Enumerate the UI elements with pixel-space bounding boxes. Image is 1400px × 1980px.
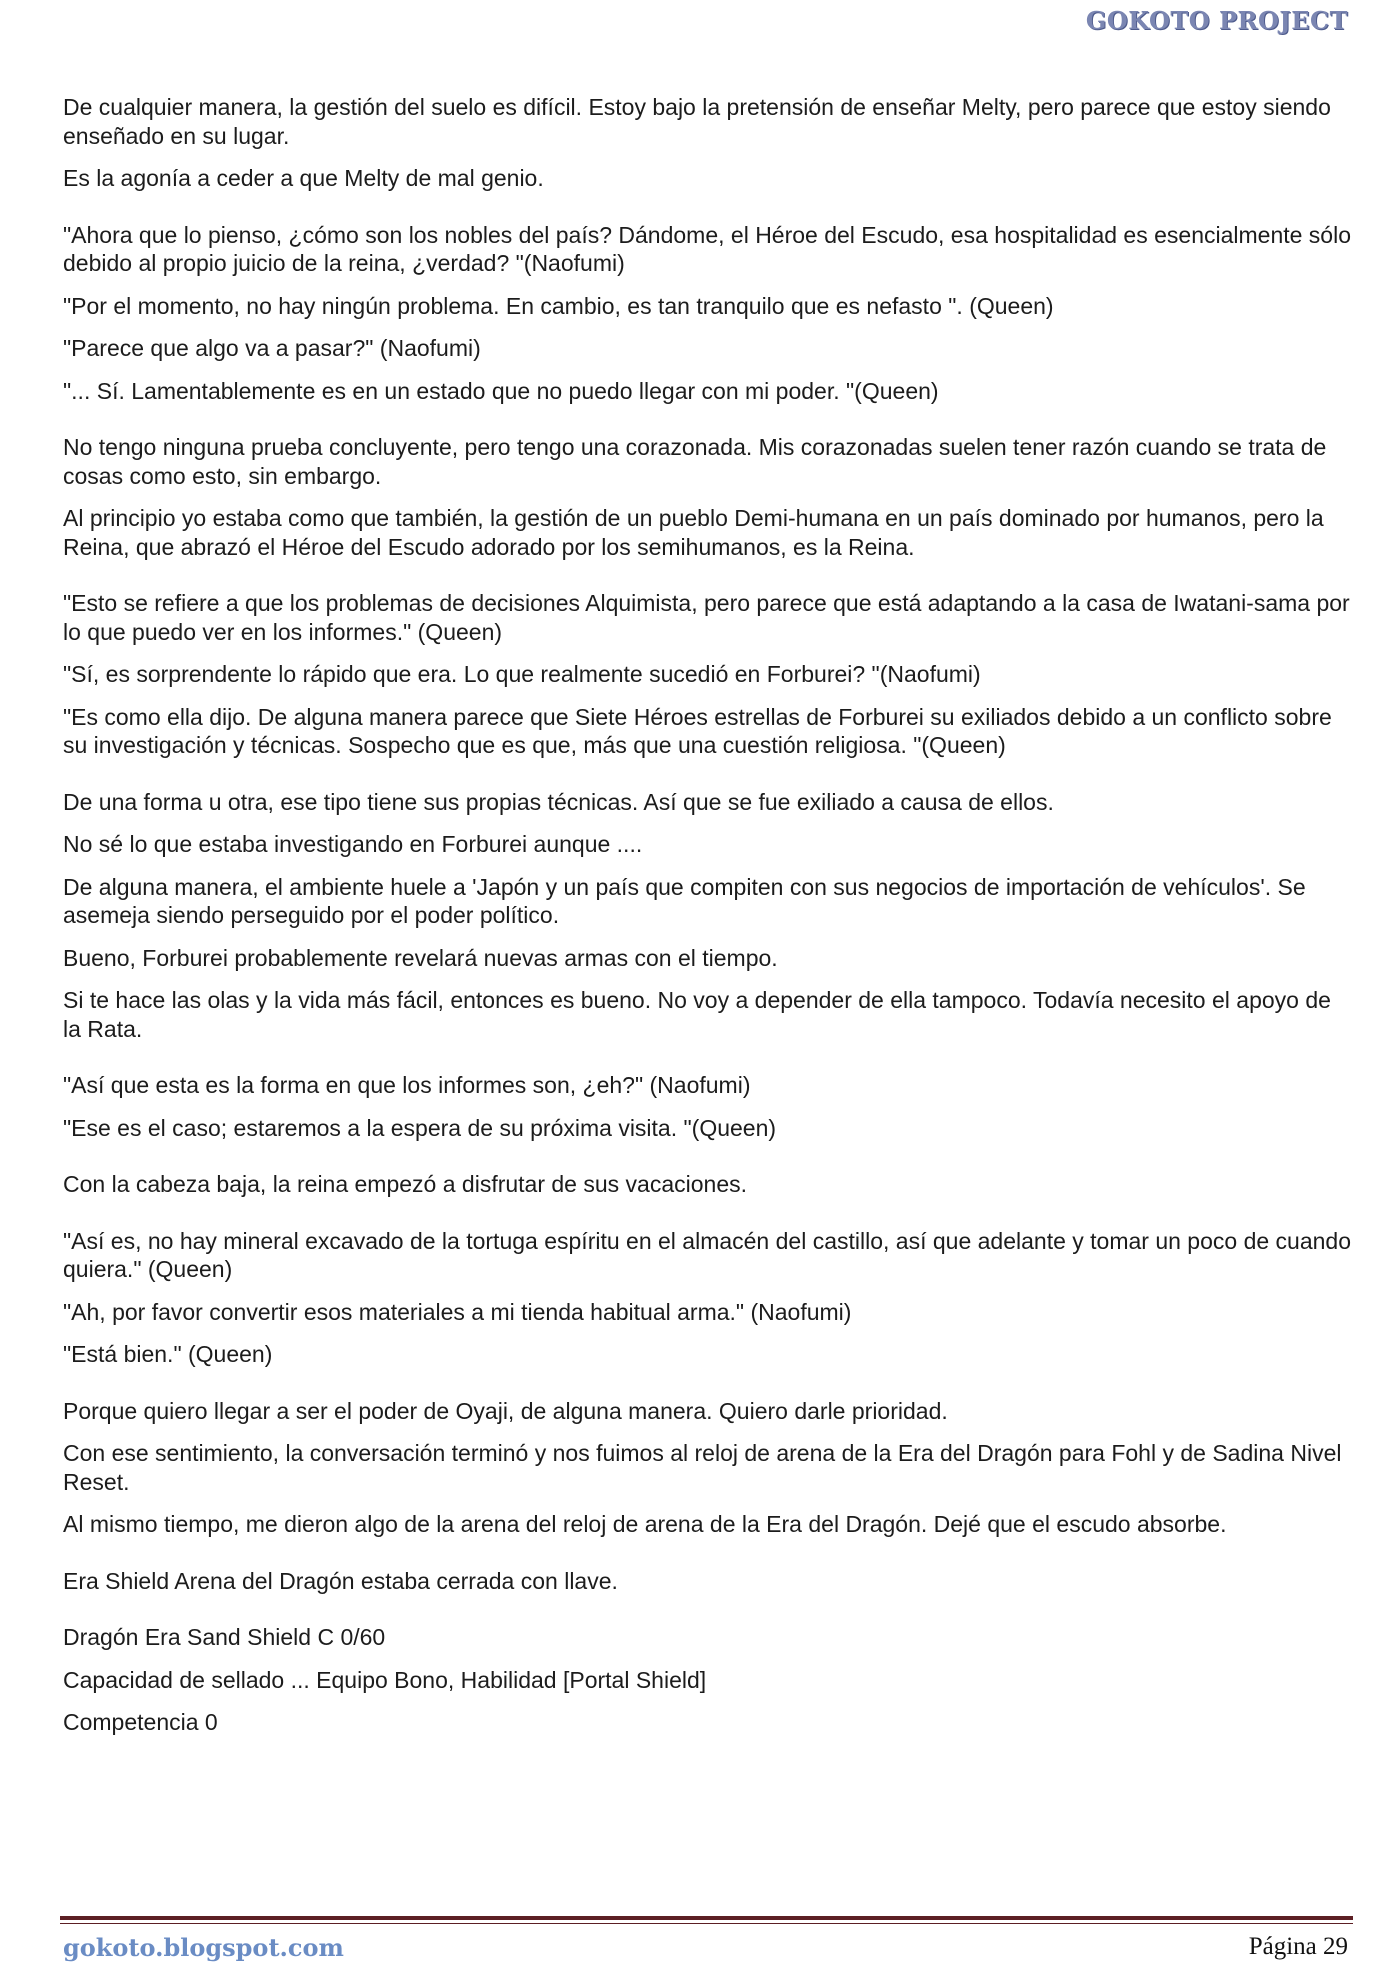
paragraph: No tengo ninguna prueba concluyente, pero tengo una corazonada. Mis corazonadas suelen tener razón cuando se trata de cosas como esto, sin embargo. xyxy=(63,434,1327,489)
paragraph: "Está bien." (Queen) xyxy=(63,1341,273,1367)
paragraph: "Ah, por favor convertir esos materiales a mi tienda habitual arma." (Naofumi) xyxy=(63,1298,852,1325)
paragraph: Al mismo tiempo, me dieron algo de la arena del reloj de arena de la Era del Dragón. Dejé que el escudo absorbe. xyxy=(63,1511,1227,1537)
header-brand: GOKOTO PROJECT xyxy=(1085,6,1348,35)
paragraph: Dragón Era Sand Shield C 0/60 xyxy=(63,1624,386,1650)
paragraph: Es la agonía a ceder a que Melty de mal genio. xyxy=(63,165,544,191)
paragraph: Porque quiero llegar a ser el poder de Oyaji, de alguna manera. Quiero darle prioridad. xyxy=(63,1397,948,1424)
paragraph: "Es como ella dijo. De alguna manera parece que Siete Héroes estrellas de Forburei su exiliados debido a un conflicto sobre su investigación y técnicas. Sospecho que es que, más que una cuestión religiosa. "(Queen) xyxy=(63,703,1332,758)
paragraph: Capacidad de sellado ... Equipo Bono, Habilidad [Portal Shield] xyxy=(63,1666,707,1693)
footer-divider-thin xyxy=(60,1923,1353,1924)
paragraph: "Ese es el caso; estaremos a la espera de su próxima visita. "(Queen) xyxy=(63,1114,777,1141)
paragraph: "... Sí. Lamentablemente es en un estado que no puedo llegar con mi poder. "(Queen) xyxy=(63,377,939,404)
paragraph: No sé lo que estaba investigando en Forburei aunque .... xyxy=(63,831,643,857)
paragraph: De cualquier manera, la gestión del suelo es difícil. Estoy bajo la pretensión de enseñar Melty, pero parece que estoy siendo enseñado en su lugar. xyxy=(63,94,1331,149)
paragraph: Si te hace las olas y la vida más fácil, entonces es bueno. No voy a depender de ella tampoco. Todavía necesito el apoyo de la Rata. xyxy=(63,987,1331,1042)
paragraph: "Ahora que lo pienso, ¿cómo son los nobles del país? Dándome, el Héroe del Escudo, esa hospitalidad es esencialmente sólo debido al propio juicio de la reina, ¿verdad? "(Naofumi) xyxy=(63,221,1351,276)
paragraph: Al principio yo estaba como que también, la gestión de un pueblo Demi-humana en un país dominado por humanos, pero la Reina, que abrazó el Héroe del Escudo adorado por los semihumanos, es la Reina. xyxy=(63,505,1324,560)
document-body xyxy=(63,93,1353,1751)
paragraph: De una forma u otra, ese tipo tiene sus propias técnicas. Así que se fue exiliado a causa de ellos. xyxy=(63,788,1054,815)
footer-divider xyxy=(60,1916,1353,1920)
paragraph: Bueno, Forburei probablemente revelará nuevas armas con el tiempo. xyxy=(63,944,778,971)
paragraph: "Parece que algo va a pasar?" (Naofumi) xyxy=(63,335,481,361)
paragraph: Con la cabeza baja, la reina empezó a disfrutar de sus vacaciones. xyxy=(63,1171,748,1197)
footer-site-link[interactable]: gokoto.blogspot.com xyxy=(63,1933,344,1962)
paragraph: Era Shield Arena del Dragón estaba cerrada con llave. xyxy=(63,1567,618,1594)
paragraph: Con ese sentimiento, la conversación terminó y nos fuimos al reloj de arena de la Era del Dragón para Fohl y de Sadina Nivel Reset. xyxy=(63,1440,1342,1495)
paragraph: "Así es, no hay mineral excavado de la tortuga espíritu en el almacén del castillo, así que adelante y tomar un poco de cuando quiera." (Queen) xyxy=(63,1227,1351,1282)
paragraph: "Así que esta es la forma en que los informes son, ¿eh?" (Naofumi) xyxy=(63,1072,751,1098)
footer-page-number: Página 29 xyxy=(1248,1933,1348,1960)
paragraph: De alguna manera, el ambiente huele a 'Japón y un país que compiten con sus negocios de importación de vehículos'. Se asemeja siendo perseguido por el poder político. xyxy=(63,873,1306,928)
paragraph: "Sí, es sorprendente lo rápido que era. Lo que realmente sucedió en Forburei? "(Naofumi) xyxy=(63,661,981,687)
paragraph: Competencia 0 xyxy=(63,1709,218,1735)
paragraph: "Esto se refiere a que los problemas de decisiones Alquimista, pero parece que está adaptando a la casa de Iwatani-sama por lo que puedo ver en los informes." (Queen) xyxy=(63,590,1350,645)
paragraph: "Por el momento, no hay ningún problema. En cambio, es tan tranquilo que es nefasto ". (Queen) xyxy=(63,292,1054,319)
